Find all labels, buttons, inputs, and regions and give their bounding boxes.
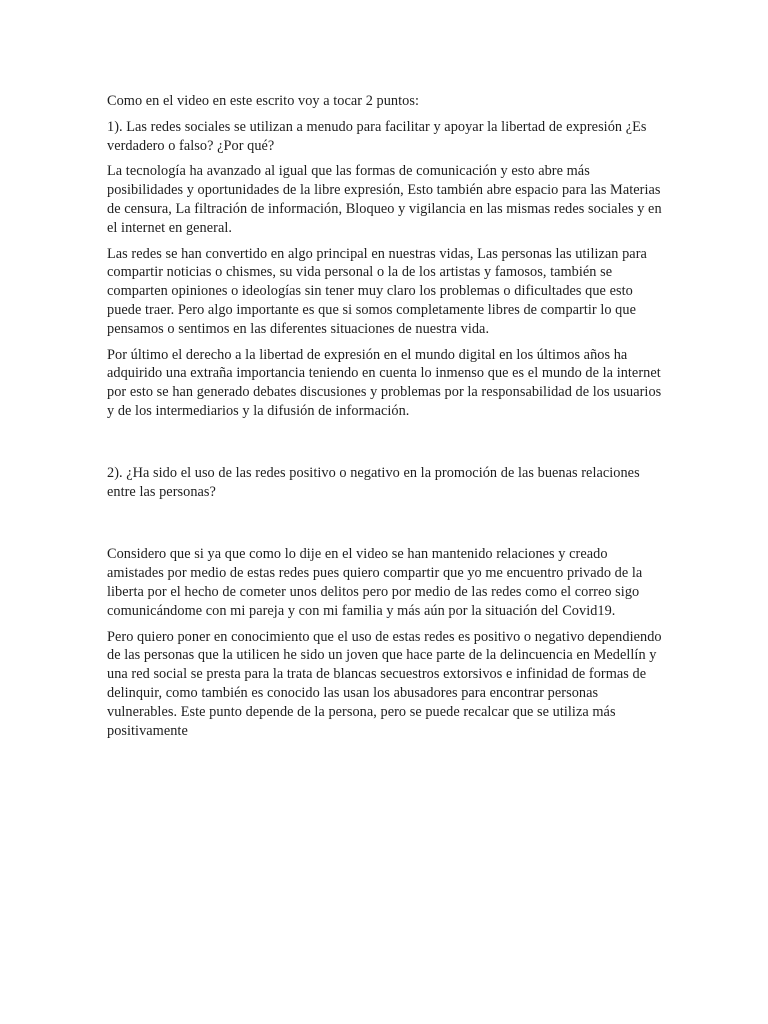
- answer-1-paragraph-2: Las redes se han convertido en algo principal en nuestras vidas, Las personas las utilizan para compartir noticias o chismes, su vida personal o la de los artistas y famosos, también se comparten opiniones o ideologías sin tener muy claro los problemas o dificultades que esto puede traer. Pero algo importante es que si somos completamente libres de compartir lo que pensamos o sentimos en las diferentes situaciones de nuestra vida.: [107, 245, 647, 337]
- answer-2-paragraph-1: Considero que si ya que como lo dije en el video se han mantenido relaciones y creado amistades por medio de estas redes pues quiero compartir que yo me encuentro privado de la liberta por el hecho de cometer unos delitos pero por medio de las redes como el correo sigo comunicándome con mi pareja y con mi familia y más aún por la situación del Covid19.: [107, 546, 643, 619]
- document-body: [107, 92, 662, 747]
- answer-1-paragraph-3: Por último el derecho a la libertad de expresión en el mundo digital en los últimos años ha adquirido una extraña importancia teniendo en cuenta lo inmenso que es el mundo de la internet por esto se han generado debates discusiones y problemas por la responsabilidad de los usuarios y de los intermediarios y la difusión de información.: [107, 346, 662, 419]
- question-1: 1). Las redes sociales se utilizan a menudo para facilitar y apoyar la libertad de expresión ¿Es verdadero o falso? ¿Por qué?: [107, 118, 647, 154]
- question-2: 2). ¿Ha sido el uso de las redes positivo o negativo en la promoción de las buenas relaciones entre las personas?: [107, 464, 640, 500]
- answer-2-paragraph-2: Pero quiero poner en conocimiento que el uso de estas redes es positivo o negativo dependiendo de las personas que la utilicen he sido un joven que hace parte de la delincuencia en Medellín y una red social se presta para la trata de blancas secuestros extorsivos e infinidad de formas de delinquir, como también es conocido las usan los abusadores para encontrar personas vulnerables. Este punto depende de la persona, pero se puede recalcar que se utiliza más positivamente: [107, 628, 662, 739]
- intro-paragraph: Como en el video en este escrito voy a tocar 2 puntos:: [107, 93, 419, 109]
- answer-1-paragraph-1: La tecnología ha avanzado al igual que las formas de comunicación y esto abre más posibilidades y oportunidades de la libre expresión, Esto también abre espacio para las Materias de censura, La filtración de información, Bloqueo y vigilancia en las mismas redes sociales y en el internet en general.: [107, 163, 662, 236]
